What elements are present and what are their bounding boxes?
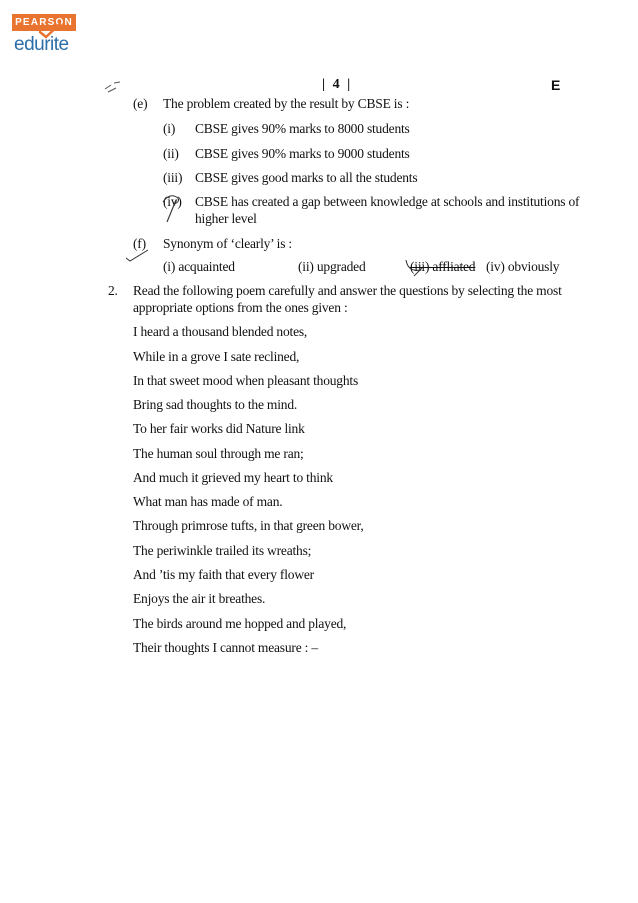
option-f-iv: (iv) obviously (486, 259, 560, 274)
question-2-instruction-line2: appropriate options from the ones given : (133, 300, 348, 315)
pen-tick-mark-f (124, 248, 150, 264)
poem-line: I heard a thousand blended notes, (133, 324, 308, 339)
option-e-iv-num: (iv) (163, 194, 182, 209)
option-e-ii-num: (ii) (163, 146, 179, 161)
pen-tick-mark (160, 190, 200, 224)
checkmark-icon (38, 22, 62, 40)
question-f-stem: Synonym of ‘clearly’ is : (163, 236, 292, 251)
question-2-number: 2. (108, 283, 118, 298)
pearson-logo-box: PEARSON (12, 14, 76, 31)
option-e-iv-text (195, 194, 580, 210)
pen-arc-mark (402, 254, 442, 278)
question-e-label: (e) (133, 96, 148, 111)
option-e-i-num: (i) (163, 121, 176, 136)
question-e-stem: The problem created by the result by CBSE is : (163, 96, 410, 111)
edurite-logo-text (14, 34, 82, 56)
edurite-wordmark: edurite (14, 34, 69, 55)
poem-line: Enjoys the air it breathes. (133, 591, 266, 606)
poem-line: And ’tis my faith that every flower (133, 567, 314, 582)
question-f-label: (f) (133, 236, 146, 251)
poem-line: Their thoughts I cannot measure : – (133, 640, 318, 655)
option-e-iii-num: (iii) (163, 170, 183, 185)
poem-line: Bring sad thoughts to the mind. (133, 397, 298, 412)
corner-letter: E (551, 77, 561, 93)
publisher-logo (12, 14, 82, 56)
poem-line: What man has made of man. (133, 494, 283, 509)
scribble-mark (104, 80, 122, 94)
poem-line: In that sweet mood when pleasant thoughts (133, 373, 359, 388)
option-e-iv-line1: CBSE has created a gap between knowledge at schools and institutions of (195, 194, 580, 209)
option-e-i-text: CBSE gives 90% marks to 8000 students (195, 121, 410, 136)
option-f-iii: (iii) affliated (410, 259, 476, 274)
option-e-iv-text-cont: higher level (195, 211, 257, 226)
poem-line: And much it grieved my heart to think (133, 470, 333, 485)
option-e-ii-text: CBSE gives 90% marks to 9000 students (195, 146, 410, 161)
option-e-iii-text: CBSE gives good marks to all the students (195, 170, 418, 185)
poem-line: The birds around me hopped and played, (133, 616, 347, 631)
question-2-instruction (133, 283, 561, 299)
option-f-ii: (ii) upgraded (298, 259, 366, 274)
poem-line: While in a grove I sate reclined, (133, 349, 300, 364)
poem-line: The human soul through me ran; (133, 446, 304, 461)
question-2-instruction-line1: Read the following poem carefully and answer the questions by selecting the most (133, 283, 562, 298)
poem-line: To her fair works did Nature link (133, 421, 305, 436)
poem-line: Through primrose tufts, in that green bower, (133, 518, 364, 533)
option-f-i: (i) acquainted (163, 259, 235, 274)
poem-line: The periwinkle trailed its wreaths; (133, 543, 312, 558)
page-number: | 4 | (322, 77, 353, 92)
